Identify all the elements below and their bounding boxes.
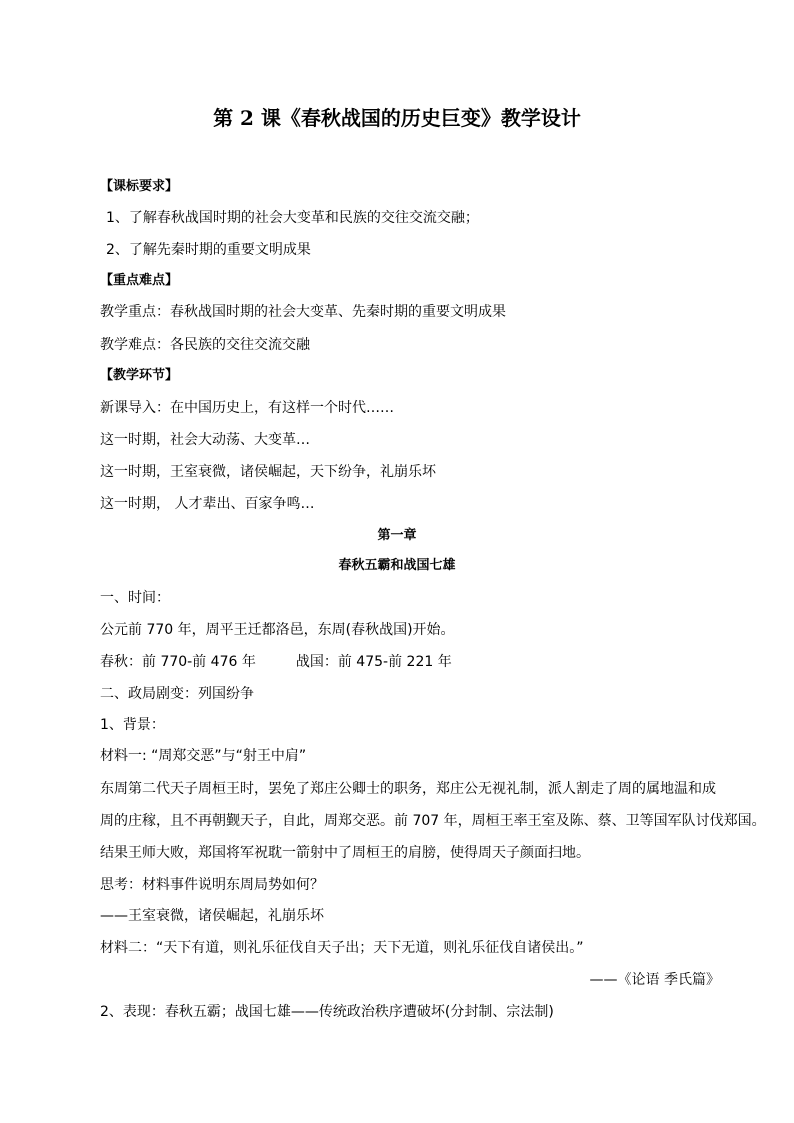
material1-line2: 周的庄稼，且不再朝觐天子，自此，周郑交恶。前 707 年，周桓王率王室及陈、蔡、卫等国军队讨伐郑国。 [100, 813, 766, 829]
section1-heading: 一、时间： [100, 590, 170, 606]
document-title: 第 2 课《春秋战国的历史巨变》教学设计 [213, 106, 581, 130]
think-answer: ——王室衰微，诸侯崛起，礼崩乐坏 [100, 908, 324, 924]
warring-states-period: 战国：前 475-前 221 年 [295, 654, 452, 670]
intro-line-1: 新课导入：在中国历史上，有这样一个时代…… [100, 400, 394, 416]
material1-line1: 东周第二代天子周桓王时，罢免了郑庄公卿士的职务，郑庄公无视礼制，派人割走了周的属地温和成 [100, 781, 716, 797]
spring-autumn-period: 春秋：前 770-前 476 年 [100, 654, 256, 670]
intro-line-2: 这一时期，社会大动荡、大变革… [100, 432, 310, 448]
section-heading-key-points: 【重点难点】 [100, 273, 179, 288]
material2-source: ——《论语 季氏篇》 [589, 972, 720, 988]
background-heading: 1、背景： [100, 717, 165, 733]
section2-heading: 二、政局剧变：列国纷争 [100, 686, 254, 702]
teaching-difficulty: 教学难点：各民族的交往交流交融 [100, 337, 310, 353]
think-question: 思考：材料事件说明东周局势如何？ [100, 877, 324, 893]
intro-line-3: 这一时期，王室衰微，诸侯崛起，天下纷争，礼崩乐坏 [100, 464, 436, 480]
performance-line: 2、表现：春秋五霸；战国七雄——传统政治秩序遭破坏(分封制、宗法制) [100, 1004, 554, 1020]
standard-item-1: 1、了解春秋战国时期的社会大变革和民族的交往交流交融； [106, 210, 479, 226]
intro-line-4: 这一时期， 人才辈出、百家争鸣… [100, 496, 315, 512]
teaching-focus: 教学重点：春秋战国时期的社会大变革、先秦时期的重要文明成果 [100, 304, 506, 320]
chapter-subtitle: 春秋五霸和战国七雄 [338, 558, 456, 573]
section1-line1: 公元前 770 年，周平王迁都洛邑，东周(春秋战国)开始。 [100, 622, 455, 638]
material2-quote: 材料二：“天下有道，则礼乐征伐自天子出；天下无道，则礼乐征伐自诸侯出。” [100, 940, 584, 956]
standard-item-2: 2、了解先秦时期的重要文明成果 [106, 242, 311, 258]
chapter-label: 第一章 [377, 528, 417, 543]
section-heading-standards: 【课标要求】 [100, 179, 179, 194]
material1-title: 材料一: “周郑交恶”与“射王中肩” [100, 748, 307, 764]
period-row [100, 652, 452, 672]
material1-line3: 结果王师大败，郑国将军祝耽一箭射中了周桓王的肩膀，使得周天子颜面扫地。 [100, 845, 590, 861]
section-heading-teaching: 【教学环节】 [100, 368, 179, 383]
